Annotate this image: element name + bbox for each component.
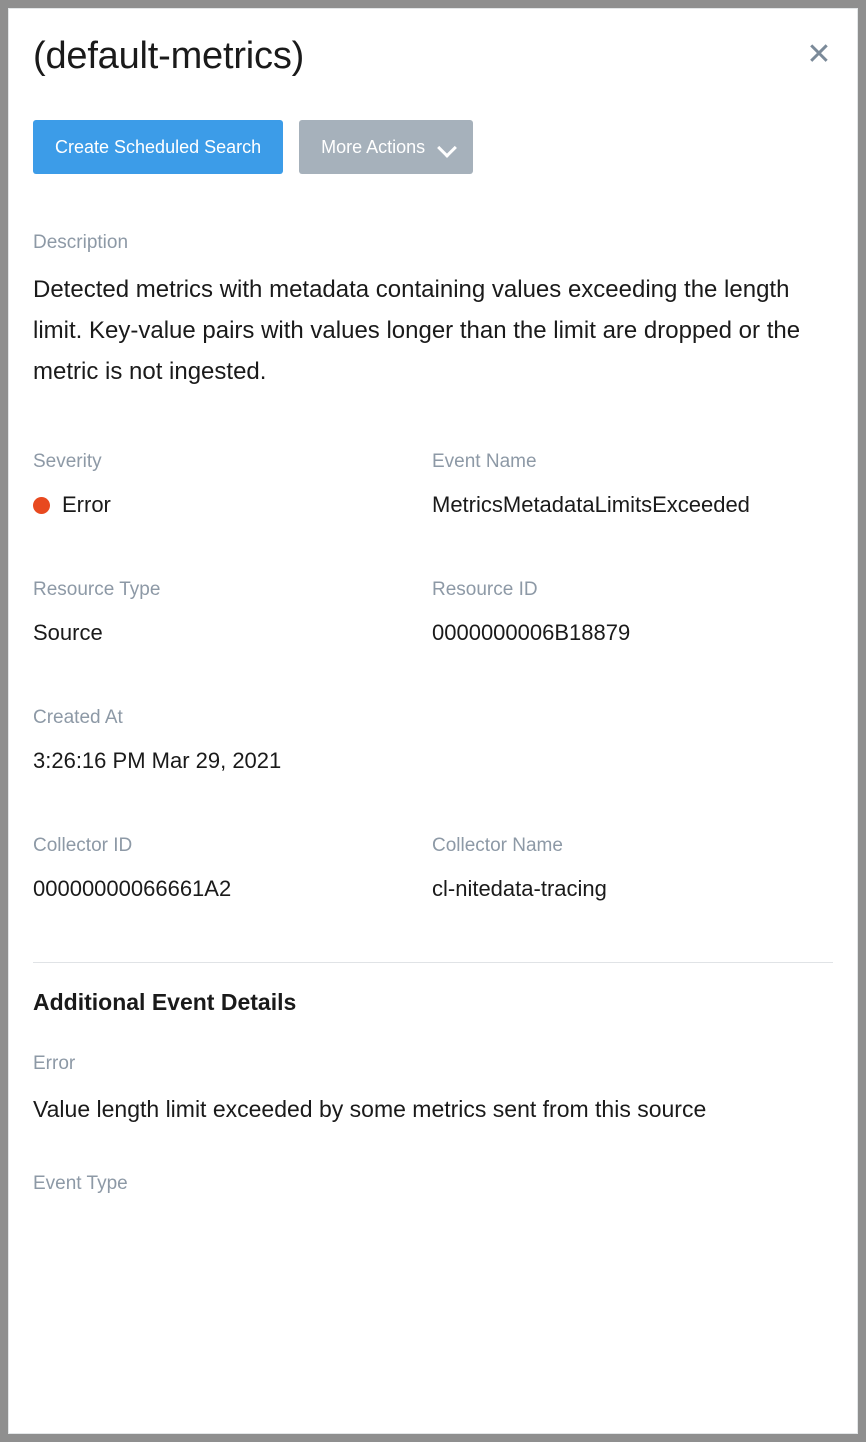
event-name-field	[432, 450, 831, 522]
severity-value: Error	[62, 492, 111, 517]
event-name-value: MetricsMetadataLimitsExceeded	[432, 492, 750, 517]
status-badge	[33, 497, 50, 514]
created-at-spacer	[432, 706, 831, 778]
severity-label: Severity	[33, 451, 102, 472]
description-label: Description	[33, 232, 129, 253]
resource-type-label: Resource Type	[33, 579, 161, 600]
resource-id-label: Resource ID	[432, 579, 538, 600]
more-actions-button[interactable]	[299, 120, 473, 174]
additional-error-field	[33, 1052, 833, 1128]
collector-id-value: 00000000066661A2	[33, 876, 232, 901]
panel-content	[33, 231, 833, 1240]
severity-value-wrap	[33, 488, 422, 522]
created-at-label: Created At	[33, 707, 123, 728]
event-details-panel	[8, 8, 858, 1434]
description-block	[33, 231, 833, 392]
additional-event-type-field	[33, 1172, 833, 1196]
additional-error-value: Value length limit exceeded by some metrics sent from this source	[33, 1096, 707, 1122]
collector-id-field	[33, 834, 432, 906]
resource-type-value: Source	[33, 620, 103, 645]
created-at-value: 3:26:16 PM Mar 29, 2021	[33, 748, 282, 773]
severity-event-row	[33, 450, 833, 522]
additional-error-label: Error	[33, 1053, 76, 1074]
collector-name-field	[432, 834, 831, 906]
collector-row	[33, 834, 833, 906]
additional-event-type-label: Event Type	[33, 1173, 128, 1194]
created-at-row	[33, 706, 833, 778]
resource-row	[33, 578, 833, 650]
panel-toolbar	[33, 120, 473, 174]
collector-name-value: cl-nitedata-tracing	[432, 876, 607, 901]
create-scheduled-search-button[interactable]	[33, 120, 283, 174]
resource-id-field	[432, 578, 831, 650]
additional-details-title: Additional Event Details	[33, 989, 297, 1015]
description-text: Detected metrics with metadata containing values exceeding the length limit. Key-value pairs with values longer than the limit are dropped or the metric is not ingested.	[33, 276, 801, 385]
event-name-label: Event Name	[432, 451, 537, 472]
collector-name-label: Collector Name	[432, 835, 563, 856]
section-divider	[33, 962, 833, 963]
chevron-down-icon	[439, 139, 455, 155]
page-title: (default-metrics)	[33, 35, 305, 77]
more-actions-label: More Actions	[321, 136, 426, 157]
severity-field	[33, 450, 432, 522]
collector-id-label: Collector ID	[33, 835, 133, 856]
close-icon[interactable]: ✕	[806, 38, 832, 71]
resource-id-value: 0000000006B18879	[432, 620, 631, 645]
created-at-field	[33, 706, 432, 778]
create-scheduled-search-label: Create Scheduled Search	[55, 136, 262, 157]
resource-type-field	[33, 578, 432, 650]
